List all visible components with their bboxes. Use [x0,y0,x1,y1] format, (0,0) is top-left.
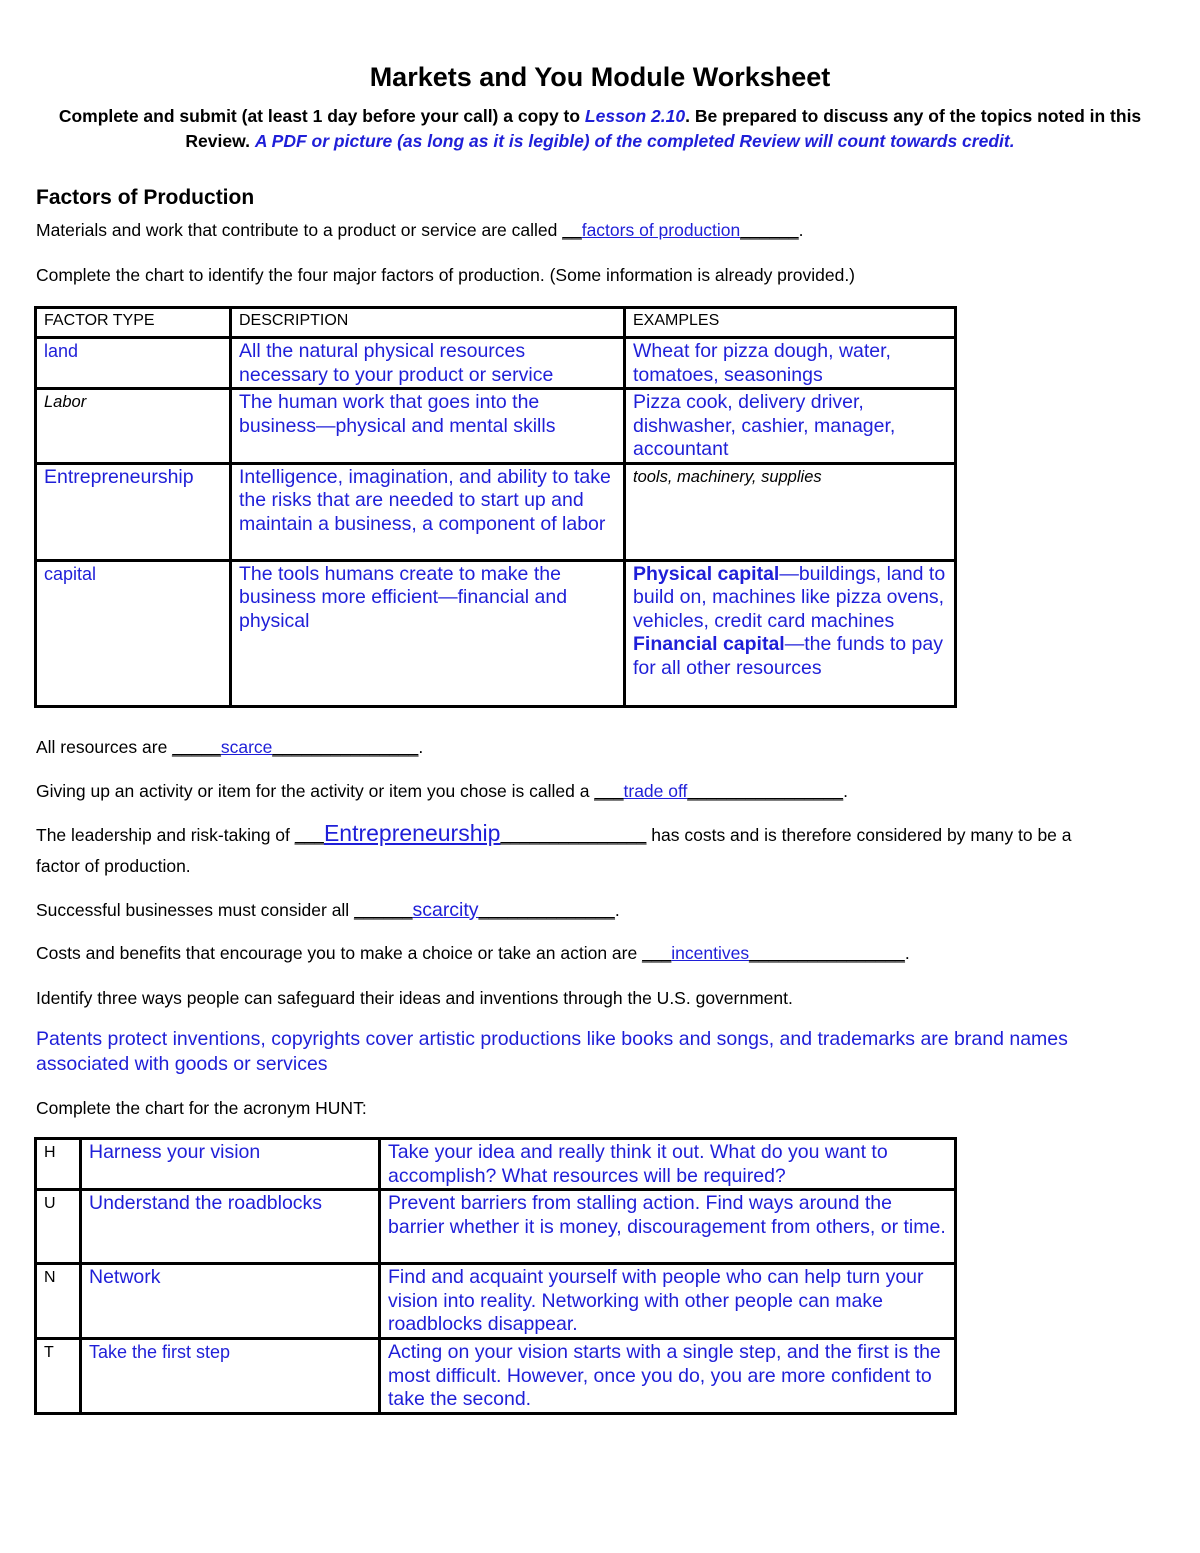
intro-part1: Complete and submit (at least 1 day before your call) a copy to [58,106,585,126]
column-header: FACTOR TYPE [36,308,231,338]
financial-capital-text: —the funds to pay for all other resources [633,633,943,679]
answer-field[interactable]: scarcity [412,899,479,921]
table-row [36,1139,956,1190]
lesson-reference: Lesson 2.10 [584,106,686,126]
question-trade-off: Giving up an activity or item for the activity or item you chose is called a ___trade off________________. [36,781,848,801]
question-scarce: All resources are _____scarce_______________. [36,737,424,757]
acronym-term-cell[interactable]: Understand the roadblocks [81,1190,380,1264]
factor-type-cell[interactable]: Entrepreneurship [36,463,231,560]
factor-type-cell[interactable]: capital [36,560,231,706]
physical-capital-label: Physical capital [633,562,780,585]
factor-type-cell[interactable]: land [36,338,231,389]
table-row [36,463,956,560]
examples-cell[interactable] [625,560,956,706]
examples-cell[interactable]: Wheat for pizza dough, water, tomatoes, seasonings [625,338,956,389]
question-factors-of-production: Materials and work that contribute to a product or service are called __factors of production______. [36,220,804,240]
financial-capital-label: Financial capital [633,633,785,655]
hunt-table [34,1137,957,1415]
column-header: EXAMPLES [625,308,956,338]
table-row [36,1190,956,1264]
acronym-letter: H [36,1139,81,1190]
acronym-term-cell[interactable]: Network [81,1264,380,1339]
table-header-row [36,308,956,338]
question-incentives: Costs and benefits that encourage you to make a choice or take an action are ___incentives________________. [36,943,910,963]
acronym-description-cell[interactable]: Take your idea and really think it out. What do you want to accomplish? What resources will be required? [380,1139,956,1190]
examples-cell: tools, machinery, supplies [625,463,956,560]
pdf-note: A PDF or picture (as long as it is legible) of the completed Review will count towards credit. [254,131,1015,151]
table-row [36,338,956,389]
factors-table [34,306,957,708]
page-title: Markets and You Module Worksheet [369,62,831,92]
section-heading-factors: Factors of Production [36,186,255,209]
description-cell[interactable]: The tools humans create to make the business more efficient—financial and physical [231,560,625,706]
table-row [36,560,956,706]
acronym-term-cell[interactable]: Take the first step [81,1339,380,1414]
acronym-term-cell[interactable]: Harness your vision [81,1139,380,1190]
table-row [36,1264,956,1339]
question-safeguard: Identify three ways people can safeguard their ideas and inventions through the U.S. government. [36,988,793,1008]
table-row [36,1339,956,1414]
question-entrepreneurship-continued: factor of production. [36,856,191,876]
answer-field[interactable]: scarce [220,737,273,757]
table-row [36,389,956,464]
description-cell[interactable]: Intelligence, imagination, and ability to take the risks that are needed to start up and maintain a business, a component of labor [231,463,625,560]
acronym-description-cell[interactable]: Find and acquaint yourself with people who can help turn your vision into reality. Networking with other people can make roadblocks disappear. [380,1264,956,1339]
question-scarcity: Successful businesses must consider all ______scarcity______________. [36,899,620,921]
answer-field[interactable]: incentives [671,943,750,963]
chart-instruction: Complete the chart to identify the four major factors of production. (Some information is already provided.) [36,265,856,285]
intro-text [36,104,1164,154]
acronym-description-cell[interactable]: Acting on your vision starts with a single step, and the first is the most difficult. However, once you do, you are more confident to take the second. [380,1339,956,1414]
acronym-letter: N [36,1264,81,1339]
answer-field[interactable]: trade off [623,781,688,801]
acronym-letter: U [36,1190,81,1264]
intro-part2: . Be prepared to discuss any of the topics noted in this Review. [185,106,1142,151]
description-cell[interactable]: All the natural physical resources necessary to your product or service [231,338,625,389]
question-entrepreneurship: The leadership and risk-taking of ___Entrepreneurship_______________ has costs and is therefore considered by many to be a [36,820,1072,846]
answer-field[interactable]: factors of production [581,220,741,240]
answer-field[interactable]: Entrepreneurship [323,820,501,846]
description-cell[interactable]: The human work that goes into the business—physical and mental skills [231,389,625,464]
physical-capital-text: —buildings, land to build on, machines like pizza ovens, vehicles, credit card machines [633,562,946,632]
hunt-instruction: Complete the chart for the acronym HUNT: [36,1098,367,1118]
answer-safeguard[interactable]: Patents protect inventions, copyrights cover artistic productions like books and songs, and trademarks are brand names associated with goods or services [36,1028,1068,1075]
factor-type-cell: Labor [36,389,231,464]
examples-cell[interactable]: Pizza cook, delivery driver, dishwasher, cashier, manager, accountant [625,389,956,464]
acronym-description-cell[interactable]: Prevent barriers from stalling action. Find ways around the barrier whether it is money, discouragement from others, or time. [380,1190,956,1264]
column-header: DESCRIPTION [231,308,625,338]
acronym-letter: T [36,1339,81,1414]
